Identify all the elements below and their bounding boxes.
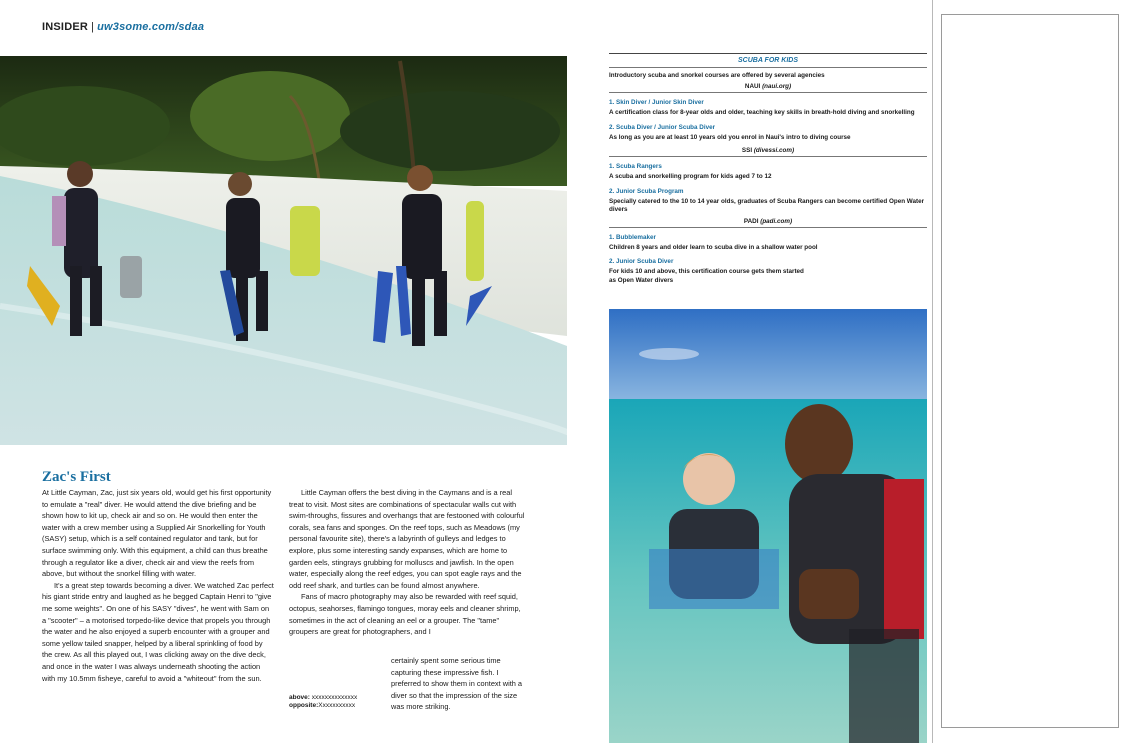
course-name: 1. Bubblemaker	[609, 233, 656, 241]
course-name: 2. Junior Scuba Diver	[609, 258, 674, 265]
course-description: Children 8 years and older learn to scuba dive in a shallow water pool	[609, 243, 818, 251]
agency-heading-padi	[609, 218, 927, 228]
agency-name: NAUI	[744, 83, 761, 90]
caption-opposite	[289, 702, 357, 710]
header-separator: |	[91, 21, 95, 33]
course-item	[609, 182, 927, 215]
agency-url: (padi.com)	[760, 217, 793, 225]
course-item	[609, 93, 927, 118]
running-header	[42, 21, 204, 33]
course-description: Specially catered to the 10 to 14 year olds, graduates of Scuba Rangers can become certified Open Water divers	[609, 197, 925, 213]
course-name: 1. Scuba Rangers	[609, 163, 662, 170]
agency-heading-ssi	[609, 147, 927, 157]
course-name: 2. Junior Scuba Program	[609, 187, 684, 195]
course-description: A scuba and snorkelling program for kids aged 7 to 12	[609, 173, 772, 180]
article-paragraph: certainly spent some serious time capturing these impressive fish. I preferred to show them in context with a diver so that the impression of the size was more striking.	[391, 656, 523, 712]
blank-panel	[941, 14, 1119, 728]
article-paragraph: Little Cayman offers the best diving in the Caymans and is a real treat to visit. Most sites are combinations of spectacular walls cut with swim-throughs, fissures and overhangs that are festooned with colourful corals, sea fans and sponges. On the reef tops, such as Meadows (my personal favourite site), there's a labyrinth of gulleys and ledges to explore, plus some interesting sandy expanses, which are home to garden eels, stingrays grubbing for molluscs and jawfish. In the open water, especially along the reef edges, you can spot eagle rays and the odd reef shark, and turtles can be found almost anywhere.	[289, 488, 525, 590]
agency-url: (naui.org)	[762, 83, 792, 90]
section-label: INSIDER	[42, 21, 89, 33]
article-paragraph: Fans of macro photography may also be rewarded with reef squid, octopus, seahorses, flamingo tongues, moray eels and cleaner shrimp, sometimes in the act of cleaning an eel or a grouper. The "tame" groupers are great for photographers, and I	[289, 592, 521, 637]
agency-name: PADI	[743, 217, 759, 225]
website-link[interactable]: uw3some.com/sdaa	[97, 21, 205, 33]
caption-above	[289, 694, 357, 702]
caption-label: opposite:	[289, 702, 319, 709]
course-name: 1. Skin Diver / Junior Skin Diver	[609, 99, 704, 106]
agency-url: (divessi.com)	[753, 147, 795, 154]
caption-label: above:	[289, 694, 310, 701]
page-edge-rule	[932, 0, 933, 743]
sidebar-title: SCUBA FOR KIDS	[609, 53, 927, 68]
article-column-2	[289, 487, 525, 638]
article-title: Zac's First	[42, 469, 111, 485]
course-description: A certification class for 8-year olds and older, teaching key skills in breath-hold diving and snorkelling	[609, 109, 915, 116]
article-column-2-continued	[391, 655, 525, 713]
beach-photo	[0, 56, 567, 445]
course-description: As long as you are at least 10 years old you enrol in Naui's intro to diving course	[609, 133, 851, 141]
article-paragraph: At Little Cayman, Zac, just six years old, would get his first opportunity to emulate a "real" diver. He would attend the dive briefing and be shown how to kit up, check air and so on. He would then enter the water with a crew member using a Supplied Air Snorkelling for Youth (SASY) setup, which is a self contained regulator and tank, but for surface swimming only. With this equipment, a child can thus breathe through a regulator like a diver, check air and view the reefs from above, but without the snorkel filling with water.	[42, 488, 272, 579]
article-column-1	[42, 487, 274, 684]
agency-heading-naui	[609, 83, 927, 93]
photo-captions	[289, 694, 357, 710]
course-description: For kids 10 and above, this certification course gets them started as Open Water divers	[609, 268, 804, 284]
caption-text: Xxxxxxxxxxx	[318, 702, 356, 709]
sidebar-intro: Introductory scuba and snorkel courses are offered by several agencies	[609, 72, 825, 79]
caption-text: xxxxxxxxxxxxxx	[311, 694, 358, 701]
course-name: 2. Scuba Diver / Junior Scuba Diver	[609, 123, 716, 131]
course-item	[609, 252, 927, 285]
agency-name: SSI	[741, 147, 753, 154]
course-item	[609, 157, 927, 182]
article-paragraph: It's a great step towards becoming a diver. We watched Zac perfect his giant stride entry and laughed as he begged Captain Henri to "give me some weights". On one of his SASY "dives", he went with Sam on a "scooter" – a motorised torpedo-like device that propels you through the water and he also enjoyed a superb encounter with a grouper and some yellow tailed snapper, helped by a liberal sprinkling of food by the crew. As all this played out, I was clicking away on the dive deck, and once in the water I was always underneath shooting the action with my 10.5mm fisheye, careful to avoid a "whiteout" from the sun.	[42, 580, 274, 683]
scuba-for-kids-sidebar	[609, 53, 927, 285]
course-item	[609, 118, 927, 143]
instructor-photo	[609, 309, 927, 743]
course-item	[609, 228, 927, 253]
